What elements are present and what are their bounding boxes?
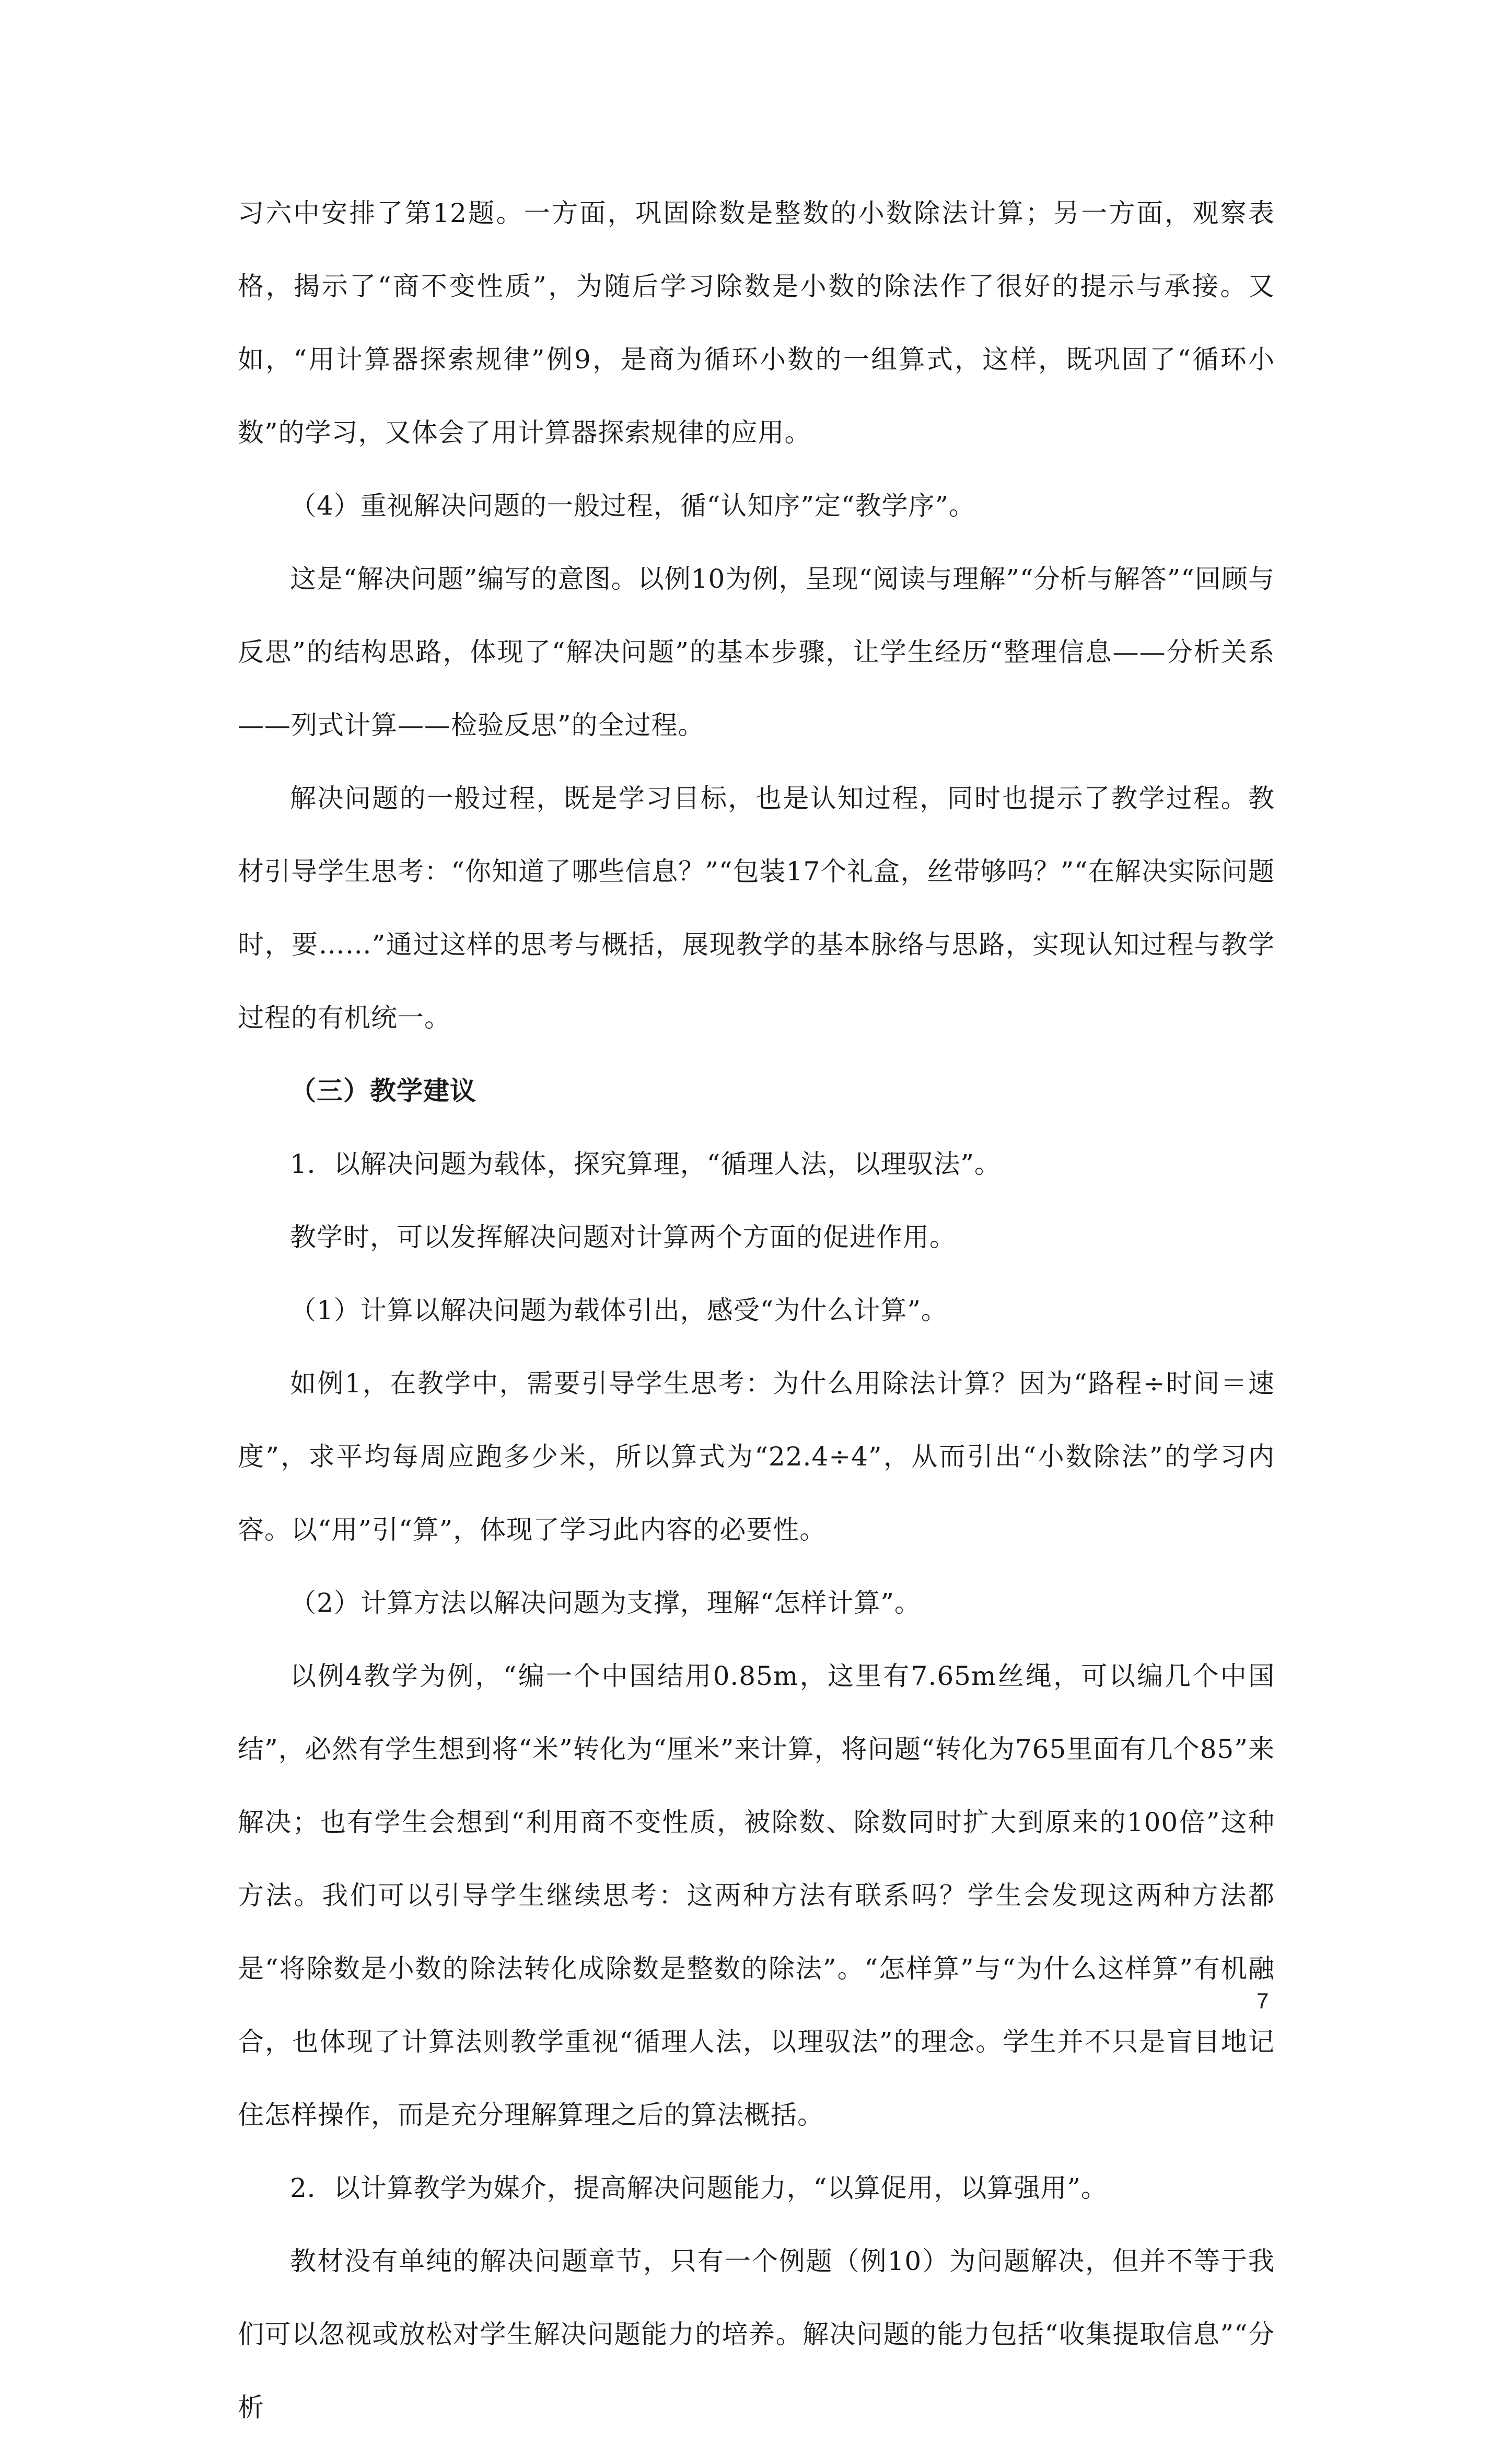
paragraph-textbook-note: 教材没有单纯的解决问题章节，只有一个例题（例10）为问题解决，但并不等于我们可以忽视或放松对学生解决问题能力的培养。解决问题的能力包括“收集提取信息”“分析: [238, 2246, 1275, 2423]
paragraph-teaching-effect: 教学时，可以发挥解决问题对计算两个方面的促进作用。: [290, 1222, 956, 1252]
page-body: [238, 177, 1275, 2444]
paragraph-problem-solving-process: 解决问题的一般过程，既是学习目标，也是认知过程，同时也提示了教学过程。教材引导学生思考：“你知道了哪些信息？”“包装17个礼盒，丝带够吗？”“在解决实际问题时，要……”通过这样的思考与概括，展现教学的基本脉络与思路，实现认知过程与教学过程的有机统一。: [238, 783, 1275, 1033]
paragraph-subpoint-2: （2）计算方法以解决问题为支撑，理解“怎样计算”。: [290, 1588, 921, 1618]
paragraph-example-10-intent: 这是“解决问题”编写的意图。以例10为例，呈现“阅读与理解”“分析与解答”“回顾与反思”的结构思路，体现了“解决问题”的基本步骤，让学生经历“整理信息——分析关系——列式计算——检验反思”的全过程。: [238, 564, 1275, 740]
section-heading-teaching-suggestions: （三）教学建议: [290, 1076, 476, 1106]
paragraph-suggestion-1: 1．以解决问题为载体，探究算理，“循理人法，以理驭法”。: [290, 1149, 1001, 1179]
paragraph-subheading-4: （4）重视解决问题的一般过程，循“认知序”定“教学序”。: [290, 491, 976, 521]
page-number: 7: [1257, 1988, 1269, 2013]
paragraph-suggestion-2: 2．以计算教学为媒介，提高解决问题能力，“以算促用，以算强用”。: [290, 2173, 1108, 2203]
paragraph-example-4: 以例4教学为例，“编一个中国结用0.85m，这里有7.65m丝绳，可以编几个中国结”，必然有学生想到将“米”转化为“厘米”来计算，将问题“转化为765里面有几个85”来解决；也有学生会想到“利用商不变性质，被除数、除数同时扩大到原来的100倍”这种方法。我们可以引导学生继续思考：这两种方法有联系吗？学生会发现这两种方法都是“将除数是小数的除法转化成除数是整数的除法”。“怎样算”与“为什么这样算”有机融合，也体现了计算法则教学重视“循理人法，以理驭法”的理念。学生并不只是盲目地记住怎样操作，而是充分理解算理之后的算法概括。: [238, 1661, 1275, 2130]
paragraph-subpoint-1: （1）计算以解决问题为载体引出，感受“为什么计算”。: [290, 1295, 948, 1325]
paragraph-exercise-continuation: 习六中安排了第12题。一方面，巩固除数是整数的小数除法计算；另一方面，观察表格，揭示了“商不变性质”，为随后学习除数是小数的除法作了很好的提示与承接。又如，“用计算器探索规律”例9，是商为循环小数的一组算式，这样，既巩固了“循环小数”的学习，又体会了用计算器探索规律的应用。: [238, 198, 1275, 448]
paragraph-example-1: 如例1，在教学中，需要引导学生思考：为什么用除法计算？因为“路程÷时间＝速度”，求平均每周应跑多少米，所以算式为“22.4÷4”，从而引出“小数除法”的学习内容。以“用”引“算”，体现了学习此内容的必要性。: [238, 1368, 1275, 1545]
